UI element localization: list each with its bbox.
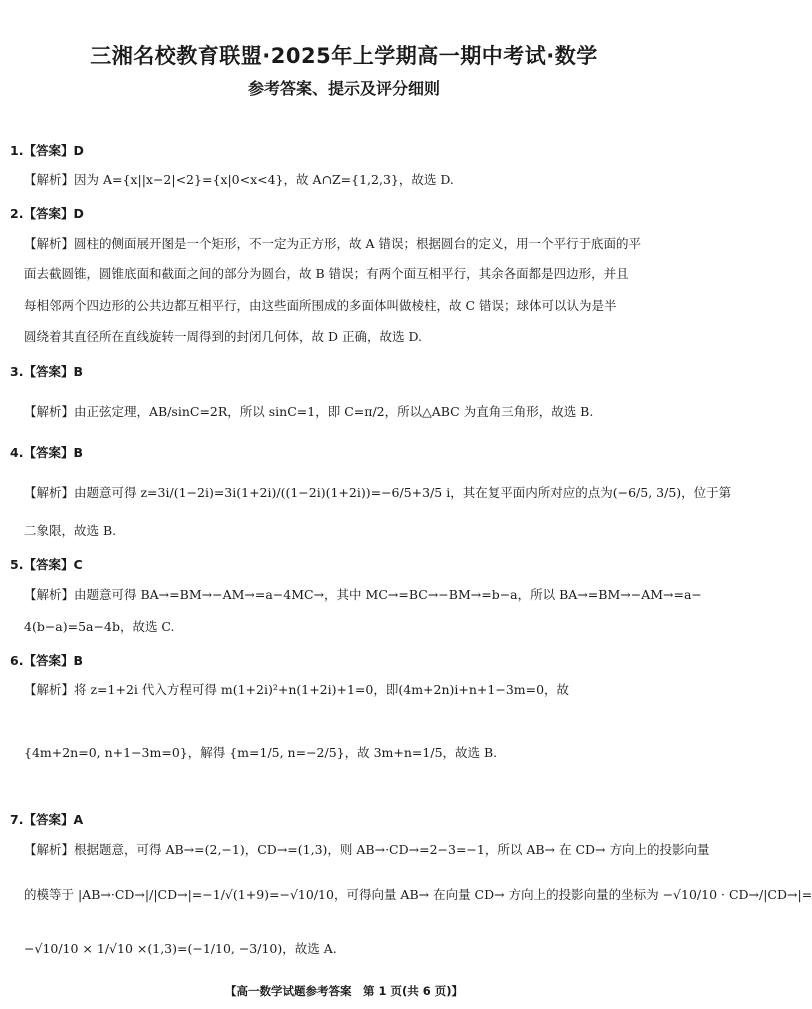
answer-7: 7.【答案】A <box>10 812 84 827</box>
page-title: 三湘名校教育联盟·2025年上学期高一期中考试·数学 <box>90 44 598 68</box>
answer-5: 5.【答案】C <box>10 557 83 572</box>
explanation-7-line-3: −√10/10 × 1/√10 ×(1,3)=(−1/10, −3/10)，故选 A. <box>24 941 337 956</box>
explanation-5-line-2: 4(b−a)=5a−4b，故选 C. <box>24 619 175 634</box>
answer-4: 4.【答案】B <box>10 445 83 460</box>
explanation-6-line-1: 【解析】将 z=1+2i 代入方程可得 m(1+2i)²+n(1+2i)+1=0，即(4m+2n)i+n+1−3m=0，故 <box>24 682 570 697</box>
explanation-1-line-1: 【解析】因为 A={x||x−2|<2}={x|0<x<4}，故 A∩Z={1,2,3}，故选 D. <box>24 172 454 187</box>
explanation-7-line-1: 【解析】根据题意，可得 AB→=(2,−1)，CD→=(1,3)，则 AB→·CD→=2−3=−1，所以 AB→ 在 CD→ 方向上的投影向量 <box>24 842 710 857</box>
explanation-7-line-2: 的模等于 |AB→·CD→|/|CD→|=−1/√(1+9)=−√10/10，可得向量 AB→ 在向量 CD→ 方向上的投影向量的坐标为 −√10/10 · CD→/|CD→|= <box>24 887 812 902</box>
explanation-2-line-2: 面去截圆锥，圆锥底面和截面之间的部分为圆台，故 B 错误；有两个面互相平行，其余各面都是四边形，并且 <box>24 266 629 281</box>
answer-6: 6.【答案】B <box>10 653 83 668</box>
explanation-3-line-1: 【解析】由正弦定理，AB/sinC=2R，所以 sinC=1，即 C=π/2，所以△ABC 为直角三角形，故选 B. <box>24 404 594 419</box>
explanation-4-line-1: 【解析】由题意可得 z=3i/(1−2i)=3i(1+2i)/((1−2i)(1+2i))=−6/5+3/5 i，其在复平面内所对应的点为(−6/5, 3/5)，位于第 <box>24 485 732 500</box>
explanation-4-line-2: 二象限，故选 B. <box>24 523 117 538</box>
explanation-2-line-4: 圆绕着其直径所在直线旋转一周得到的封闭几何体，故 D 正确，故选 D. <box>24 329 422 344</box>
page-footer: 【高一数学试题参考答案 第 1 页(共 6 页)】 <box>224 984 464 998</box>
answer-3: 3.【答案】B <box>10 364 83 379</box>
answer-1: 1.【答案】D <box>10 143 84 158</box>
explanation-6-line-2: {4m+2n=0, n+1−3m=0}，解得 {m=1/5, n=−2/5}，故 3m+n=1/5，故选 B. <box>24 745 498 760</box>
explanation-2-line-3: 每相邻两个四边形的公共边都互相平行，由这些面所围成的多面体叫做棱柱，故 C 错误；球体可以认为是半 <box>24 298 617 313</box>
answer-2: 2.【答案】D <box>10 206 84 221</box>
explanation-5-line-1: 【解析】由题意可得 BA→=BM→−AM→=a−4MC→，其中 MC→=BC→−BM→=b−a，所以 BA→=BM→−AM→=a− <box>24 587 702 602</box>
page-subtitle: 参考答案、提示及评分细则 <box>247 79 440 98</box>
explanation-2-line-1: 【解析】圆柱的侧面展开图是一个矩形，不一定为正方形，故 A 错误；根据圆台的定义，用一个平行于底面的平 <box>24 236 641 251</box>
